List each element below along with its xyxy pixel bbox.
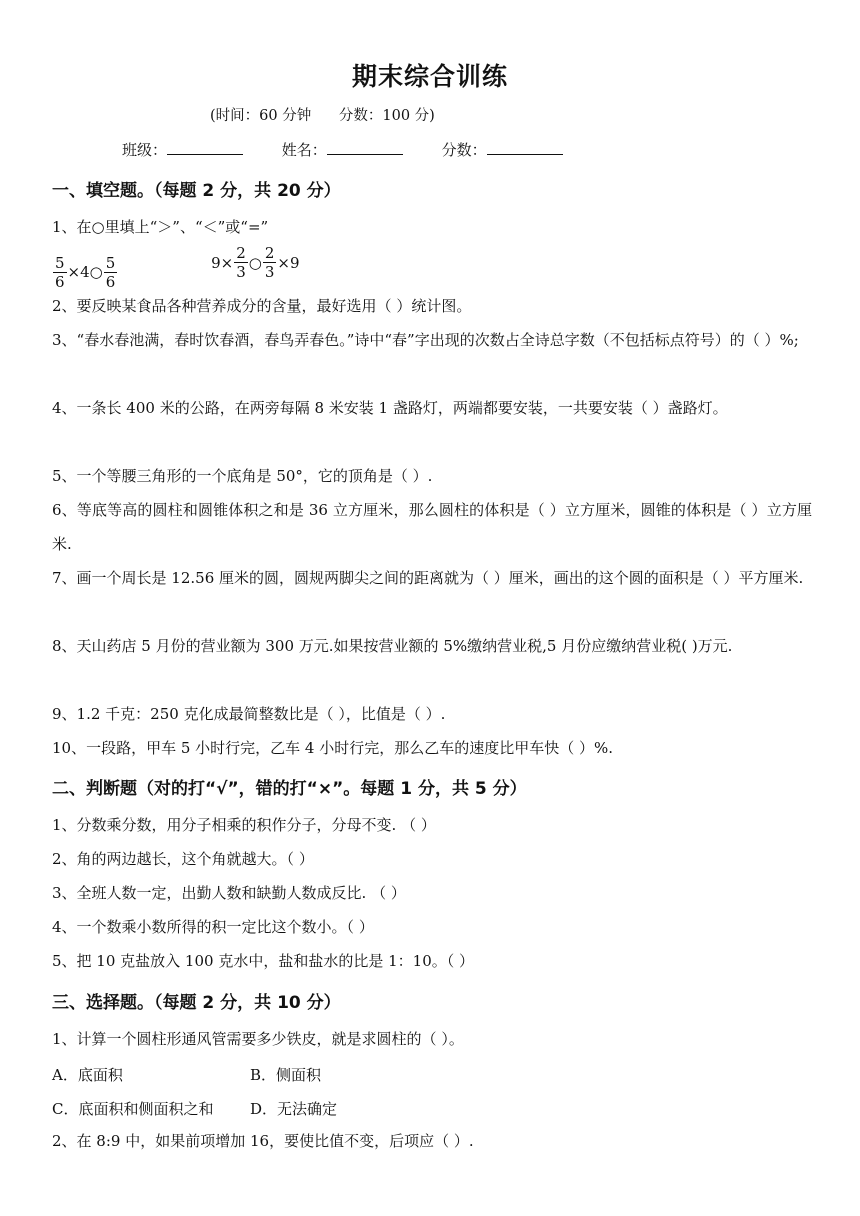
comparison-2 [211,244,299,281]
operator-text: 9× [211,253,234,272]
s2-item-4: 4、一个数乘小数所得的积一定比这个数小。（ ） [52,918,374,936]
denominator: 6 [55,272,65,291]
s2-item-1: 1、分数乘分数，用分子相乘的积作分子，分母不变. （ ） [52,816,436,834]
numerator: 5 [55,253,65,272]
exam-meta: (时间：60 分钟 分数：100 分) [210,108,435,124]
numerator: 2 [236,244,246,262]
s1-question-3: 3、“春水春池满，春时饮春酒，春鸟弄春色。”诗中“春”字出现的次数占全诗总字数（不包括标点符号）的（ ）%; [52,331,799,349]
s1-question-8: 8、天山药店 5 月份的营业额为 300 万元.如果按营业额的 5%缴纳营业税,5 月份应缴纳营业税( )万元. [52,637,733,655]
s3-question-1: 1、计算一个圆柱形通风管需要多少铁皮，就是求圆柱的（ ）。 [52,1030,464,1048]
operator-text: ○ [248,253,262,272]
s3-options-row-1 [52,1064,321,1085]
option-d[interactable]: D．无法确定 [250,1100,338,1118]
operator-text: ×9 [277,253,300,272]
score-label: 分数： [441,141,487,159]
fraction [104,254,118,291]
comparison-1 [52,254,118,291]
class-label: 班级： [122,141,168,159]
name-blank[interactable] [327,140,403,155]
denominator: 6 [105,272,116,291]
fraction [53,254,67,291]
student-info-row [122,139,597,160]
page-title: 期末综合训练 [351,62,508,91]
operator-text: ×4○ [67,263,103,281]
numerator: 2 [264,244,275,262]
fraction [234,244,248,281]
s1-question-2: 2、要反映某食品各种营养成分的含量，最好选用（ ）统计图。 [52,297,472,315]
option-c[interactable]: C．底面积和侧面积之和 [52,1100,214,1118]
denominator: 3 [264,263,275,281]
s3-options-row-2 [52,1098,337,1119]
s1-question-4: 4、一条长 400 米的公路，在两旁每隔 8 米安装 1 盏路灯，两端都要安装，一共要安装（ ）盏路灯。 [52,399,728,417]
score-blank[interactable] [487,140,563,155]
numerator: 5 [105,253,116,272]
class-blank[interactable] [167,140,243,155]
section1-heading: 一、填空题。（每题 2 分，共 20 分） [52,181,341,201]
section3-heading: 三、选择题。（每题 2 分，共 10 分） [52,993,341,1013]
s1-question-1: 1、在○里填上“＞”、“＜”或“=” [52,218,269,236]
s1-question-5: 5、一个等腰三角形的一个底角是 50°，它的顶角是（ ）. [52,467,433,485]
fraction [263,244,277,281]
option-b[interactable]: B．侧面积 [250,1066,322,1084]
name-label: 姓名： [281,141,327,159]
fraction-comparisons [52,244,300,291]
option-a[interactable]: A．底面积 [52,1066,123,1084]
s1-question-9: 9、1.2 千克：250 克化成最简整数比是（ ），比值是（ ）. [52,705,446,723]
section2-heading: 二、判断题（对的打“√”，错的打“×”。每题 1 分，共 5 分） [52,779,527,799]
denominator: 3 [236,263,246,281]
s1-question-10: 10、一段路，甲车 5 小时行完，乙车 4 小时行完，那么乙车的速度比甲车快（ ）%. [52,739,614,757]
s1-question-6: 6、等底等高的圆柱和圆锥体积之和是 36 立方厘米，那么圆柱的体积是（ ）立方厘米，圆锥的体积是（ ）立方厘米. [52,501,812,553]
s3-question-2: 2、在 8:9 中，如果前项增加 16，要使比值不变，后项应（ ）. [52,1132,474,1150]
s1-question-7: 7、画一个周长是 12.56 厘米的圆，圆规两脚尖之间的距离就为（ ）厘米，画出的这个圆的面积是（ ）平方厘米. [52,569,804,587]
s2-item-2: 2、角的两边越长，这个角就越大。（ ） [52,850,314,868]
s2-item-3: 3、全班人数一定，出勤人数和缺勤人数成反比. （ ） [52,884,406,902]
s2-item-5: 5、把 10 克盐放入 100 克水中，盐和盐水的比是 1：10。（ ） [52,952,475,970]
